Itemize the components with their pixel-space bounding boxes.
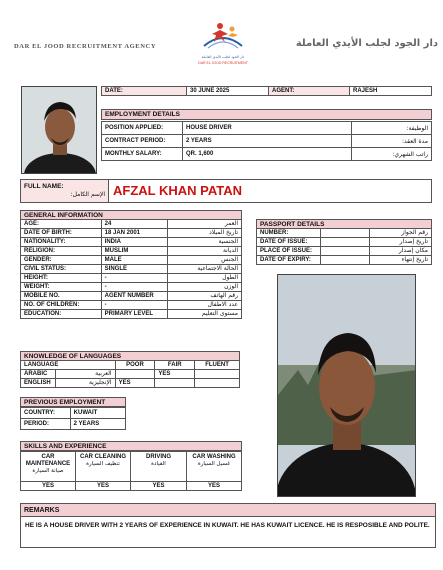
skill-car-cleaning [75, 451, 131, 482]
general-info-label: MOBILE NO. [21, 292, 102, 301]
previous-country-label: COUNTRY: [21, 408, 71, 419]
passport-row [257, 229, 432, 238]
skill-label-ar: غسيل السيارة [197, 461, 231, 467]
logo-caption-ar: دار الجود لجلب الأيدي العاملة [201, 55, 245, 59]
full-name-label-ar: الإسم الكامل: [70, 191, 105, 198]
skill-label: CAR MAINTENANCE [25, 454, 71, 467]
general-info-row [21, 220, 242, 229]
previous-period-row [21, 419, 126, 430]
general-info-label-ar: عدد الاطفال [168, 301, 242, 310]
general-info-table [20, 219, 242, 319]
general-info-label-ar: رقم الهاتف [168, 292, 242, 301]
language-fair: YES [155, 370, 195, 379]
passport-label: NUMBER: [257, 229, 321, 238]
language-row-english [21, 379, 240, 388]
previous-country-row [21, 408, 126, 419]
passport-value [320, 238, 369, 247]
general-info-label: CIVIL STATUS: [21, 265, 102, 274]
general-info-label-ar: الطول [168, 274, 242, 283]
passport-value [320, 229, 369, 238]
general-info-label: GENDER: [21, 256, 102, 265]
agent-label: AGENT: [268, 86, 350, 96]
languages-header-row [21, 361, 240, 370]
general-info-label: EDUCATION: [21, 310, 102, 319]
applicant-photo-small [21, 86, 97, 174]
general-info-label: RELIGION: [21, 247, 102, 256]
passport-label-ar: تاريخ إنتهاء [370, 256, 432, 265]
general-info-value: - [101, 301, 168, 310]
full-name-value: AFZAL KHAN PATAN [113, 183, 243, 198]
general-info-value: SINGLE [101, 265, 168, 274]
general-info-label: WEIGHT: [21, 283, 102, 292]
language-fluent [195, 370, 240, 379]
full-name-label: FULL NAME: [24, 183, 64, 190]
skill-label: CAR WASHING [192, 454, 236, 460]
general-info-row [21, 274, 242, 283]
full-name-box [20, 179, 432, 203]
language-name: ARABIC [21, 370, 56, 379]
previous-employment-header: PREVIOUS EMPLOYMENT [20, 397, 126, 407]
general-info-value: MUSLIM [101, 247, 168, 256]
skill-car-maintenance [20, 451, 76, 482]
date-value: 30 JUNE 2025 [186, 86, 269, 96]
passport-value [320, 247, 369, 256]
general-info-label: DATE OF BIRTH: [21, 229, 102, 238]
general-info-label: NO. OF CHILDREN: [21, 301, 102, 310]
general-info-label: HEIGHT: [21, 274, 102, 283]
general-info-value: INDIA [101, 238, 168, 247]
skill-label: CAR CLEANING [80, 454, 126, 460]
skill-label-ar: تنظيف السيارة [86, 461, 120, 467]
skill-label-ar: صيانة السيارة [32, 468, 64, 474]
contract-value: 2 YEARS [182, 134, 352, 148]
skills-header: SKILLS AND EXPERIENCE [20, 441, 242, 451]
skill-value: YES [130, 481, 187, 491]
general-info-row [21, 238, 242, 247]
passport-details-header: PASSPORT DETAILS [256, 219, 432, 229]
agent-value: RAJESH [349, 86, 432, 96]
language-fair [155, 379, 195, 388]
passport-value [320, 256, 369, 265]
passport-table [256, 228, 432, 265]
language-name: ENGLISH [21, 379, 56, 388]
general-info-row [21, 283, 242, 292]
skill-label: DRIVING [145, 454, 171, 460]
general-info-value: 18 JAN 2001 [101, 229, 168, 238]
passport-label-ar: تاريخ إصدار [370, 238, 432, 247]
passport-label-ar: مكان إصدار [370, 247, 432, 256]
salary-label: MONTHLY SALARY: [101, 147, 183, 161]
language-row-arabic [21, 370, 240, 379]
general-info-label-ar: الجنسية [168, 238, 242, 247]
general-info-label-ar: الحالة الاجتماعية [168, 265, 242, 274]
salary-label-ar: راتب الشهري: [351, 147, 432, 161]
skill-value: YES [75, 481, 131, 491]
skill-value: YES [186, 481, 242, 491]
general-info-value: - [101, 274, 168, 283]
general-info-value: - [101, 283, 168, 292]
general-info-value: AGENT NUMBER [101, 292, 168, 301]
general-info-label-ar: الجنس [168, 256, 242, 265]
passport-row [257, 247, 432, 256]
position-label-ar: الوظيفة: [351, 121, 432, 135]
general-info-value: 24 [101, 220, 168, 229]
general-info-label-ar: تاريخ الميلاد [168, 229, 242, 238]
person-portrait-icon [278, 275, 416, 497]
general-info-row [21, 301, 242, 310]
general-info-label: NATIONALITY: [21, 238, 102, 247]
contract-label-ar: مدة العقد: [351, 134, 432, 148]
logo-caption-en: DAR EL JOOD RECRUITMENT [198, 61, 248, 65]
general-info-value: MALE [101, 256, 168, 265]
skill-value: YES [20, 481, 76, 491]
col-language: LANGUAGE [21, 361, 116, 370]
general-info-row [21, 265, 242, 274]
skill-label-ar: القيادة [151, 461, 166, 467]
general-info-label-ar: مستوى التعليم [168, 310, 242, 319]
language-poor [115, 370, 155, 379]
date-label: DATE: [101, 86, 187, 96]
general-info-value: PRIMARY LEVEL [101, 310, 168, 319]
general-info-row [21, 310, 242, 319]
general-info-row [21, 256, 242, 265]
general-info-row [21, 292, 242, 301]
col-fair: FAIR [155, 361, 195, 370]
general-info-label-ar: العمر [168, 220, 242, 229]
previous-country-value: KUWAIT [70, 408, 125, 419]
remarks-text: HE IS A HOUSE DRIVER WITH 2 YEARS OF EXPERIENCE IN KUWAIT. HE HAS KUWAIT LICENCE. HE IS RESPOSIBLE AND POLITE. [20, 516, 436, 548]
passport-label-ar: رقم الجواز [370, 229, 432, 238]
previous-employment-table [20, 407, 126, 430]
person-portrait-icon [22, 87, 97, 174]
passport-row [257, 256, 432, 265]
language-fluent [195, 379, 240, 388]
applicant-photo-large [277, 274, 416, 497]
general-info-label: AGE: [21, 220, 102, 229]
skill-car-washing [186, 451, 242, 482]
position-label: POSITION APPLIED: [101, 121, 183, 135]
general-info-row [21, 247, 242, 256]
previous-period-label: PERIOD: [21, 419, 71, 430]
agency-name-ar: دار الجود لجلب الأيدي العاملة [295, 38, 438, 49]
agency-name-en: DAR EL JOOD RECRUITMENT AGENCY [14, 43, 157, 50]
passport-row [257, 238, 432, 247]
agency-logo-icon [198, 20, 248, 56]
general-info-row [21, 229, 242, 238]
header [0, 0, 443, 80]
language-name-ar: العربية [55, 370, 115, 379]
col-poor: POOR [115, 361, 155, 370]
languages-header: KNOWLEDGE OF LANGUAGES [20, 351, 240, 361]
skills-grid [20, 451, 242, 491]
language-name-ar: الإنجليزية [55, 379, 115, 388]
skill-driving [130, 451, 187, 482]
previous-period-value: 2 YEARS [70, 419, 125, 430]
passport-label: PLACE OF ISSUE: [257, 247, 321, 256]
general-info-label-ar: الديانة [168, 247, 242, 256]
remarks-header: REMARKS [20, 503, 436, 517]
col-fluent: FLUENT [195, 361, 240, 370]
languages-table [20, 360, 240, 388]
full-name-label-box [21, 180, 109, 202]
language-poor: YES [115, 379, 155, 388]
salary-value: QR. 1,600 [182, 147, 352, 161]
contract-label: CONTRACT PERIOD: [101, 134, 183, 148]
employment-details-header: EMPLOYMENT DETAILS [101, 109, 432, 120]
general-info-label-ar: الوزن [168, 283, 242, 292]
passport-label: DATE OF EXPIRY: [257, 256, 321, 265]
passport-label: DATE OF ISSUE: [257, 238, 321, 247]
general-info-header: GENERAL INFORMATION [20, 210, 242, 220]
position-value: HOUSE DRIVER [182, 121, 352, 135]
